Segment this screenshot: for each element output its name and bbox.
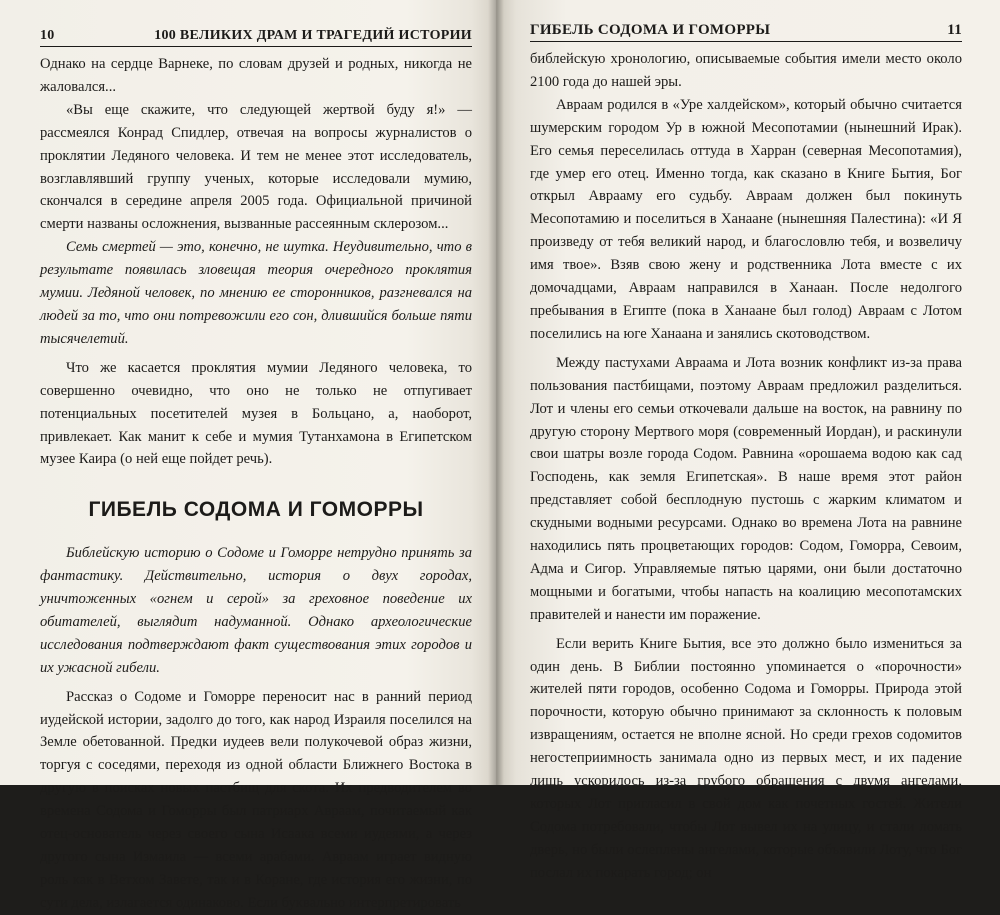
paragraph: библейскую хронологию, описываемые события имели место около 2100 года до нашей эры.: [530, 51, 962, 90]
right-chapter-title: ГИБЕЛЬ СОДОМА И ГОМОРРЫ: [530, 22, 771, 38]
right-page-number: 11: [947, 22, 962, 38]
right-running-head: [530, 22, 962, 42]
paragraph: Авраам родился в «Уре халдейском», который обычно считается шумерским городом Ур в южной Месопотамии (нынешний Ирак). Его семья переселилась оттуда в Харран (северная Месопотамия), где умер его отец. Именно тогда, как сказано в Книге Бытия, Бог открыл Аврааму его судьбу. Авраам должен был покинуть Месопотамию и поселиться в Ханаане (нынешняя Палестина): «И Я произведу от тебя великий народ, и благословлю тебя, и возвеличу имя твое». Взяв свою жену и родственника Лота вместе с их домочадцами, Авраам направился в Ханаан. После недолгого пребывания в Египте (пока в Ханаане был голод) Авраам с Лотом поселились на юге Ханаана и занялись скотоводством.: [530, 96, 962, 342]
left-body: [40, 53, 472, 915]
paragraph: Однако на сердце Варнеке, по словам друзей и родных, никогда не жаловался...: [40, 56, 472, 95]
left-running-head: [40, 28, 472, 47]
section-intro: Библейскую историю о Содоме и Гоморре нетрудно принять за фантастику. Действительно, история о двух городах, уничтоженных «огнем и серой» за греховное поведение их обитателей, выглядит надуманной. Однако археологические исследования подтверждают факт существования этих городов и их ужасной гибели.: [40, 545, 472, 676]
paragraph: Рассказ о Содоме и Гоморре переносит нас в ранний период иудейской истории, задолго до того, как народ Израиля поселился на Земле обетованной. Предки иудеев вели полукочевой образ жизни, торгуя с соседями, переходя из одной области Ближнего Востока в другую в поисках новых пастбищ для скота. Их предводителем во времена Содома и Гоморры был патриарх Авраам, почитаемый как отец-основатель через своего сына Исаака всеми иудеями, а через другого сына Измаила — всеми арабами. Авраам играет видную роль как в Ветхом Завете, так и в Коране, где история его жизни, по сути дела, излагается одинаково. Если буквально интерпретировать: [40, 688, 472, 911]
paragraph: Если верить Книге Бытия, все это должно было измениться за один день. В Библии постоянно упоминается о «порочности» жителей пяти городов, особенно Содома и Гоморры. Природа этой порочности, которую обычно принимают за склонность к половым извращениям, остается не вполне ясной. Но среди грехов содомитов негостеприимность занимала одно из первых мест, и их падение лишь ускорилось из-за грубого обращения с двумя ангелами, которых Лот пригласил в свой дом как почетных гостей. Жители Содома потребовали, чтобы Лот вывел их на улицу, и стали ломать дверь, но были ослеплены ангелами, которые объявили Лоту, что Бог послал их покарать город; он: [530, 635, 962, 881]
paragraph-italic: Семь смертей — это, конечно, не шутка. Неудивительно, что в результате появилась зловещая теория очередного проклятия мумии. Ледяной человек, по мнению ее сторонников, разгневался на людей за то, что они потревожили его сон, длившийся больше пяти тысячелетий.: [40, 239, 472, 347]
left-page: [0, 0, 496, 911]
right-page: [496, 0, 1000, 881]
section-heading: ГИБЕЛЬ СОДОМА И ГОМОРРЫ: [88, 498, 424, 522]
right-body: [530, 48, 962, 885]
paragraph: Между пастухами Авраама и Лота возник конфликт из-за права пользования пастбищами, поэтому Авраам предложил разделиться. Лот и члены его семьи откочевали дальше на восток, на равнину по другую сторону Мертвого моря (современный Иордан), и раскинули свои шатры возле города Содом. Равнина «орошаема водою как сад Господень, как земля Египетская». В наше время этот район представляет собой бесплодную пустошь с жарким климатом и скудными водными ресурсами. Однако во времена Лота на равнине находились пять процветающих городов: Содом, Гоморра, Севоим, Адма и Сигор. Управляемые пятью царями, они были достаточно мощными и богатыми, чтобы напасть на коалицию месопотамских правителей и нанести им поражение.: [530, 354, 962, 623]
left-book-title: 100 ВЕЛИКИХ ДРАМ И ТРАГЕДИЙ ИСТОРИИ: [154, 28, 472, 43]
paragraph: Что же касается проклятия мумии Ледяного человека, то совершенно очевидно, что оно не только не отпугивает потенциальных посетителей музея в Больцано, а, наоборот, привлекает. Как манит к себе и мумия Тутанхамона в Египетском музее Каира (о ней еще пойдет речь).: [40, 359, 472, 468]
paragraph: «Вы еще скажите, что следующей жертвой буду я!» — рассмеялся Конрад Спидлер, отвечая на вопросы журналистов о проклятии Ледяного человека. И тем не менее этот исследователь, возглавлявший группу ученых, которые исследовали мумию, скончался в середине апреля 2005 года. Официальной причиной смерти названы осложнения, вызванные рассеянным склерозом...: [40, 101, 472, 233]
left-page-number: 10: [40, 28, 55, 43]
